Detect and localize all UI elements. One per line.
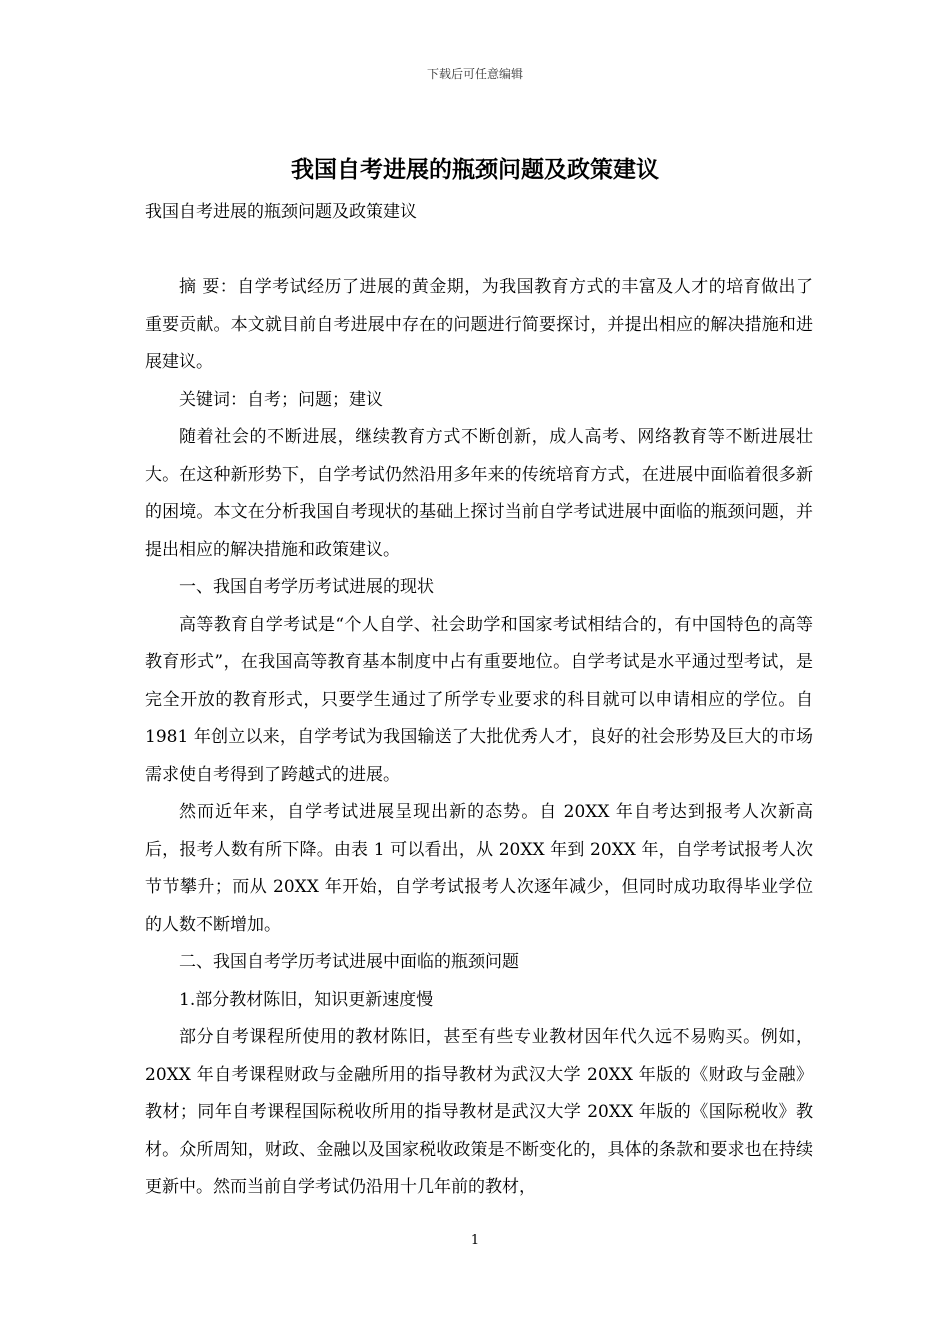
abstract-paragraph: 摘 要：自学考试经历了进展的黄金期，为我国教育方式的丰富及人才的培育做出了重要贡献。本文就目前自考进展中存在的问题进行简要探讨，并提出相应的解决措施和进展建议。 (145, 277, 813, 372)
document-title: 我国自考进展的瓶颈问题及政策建议 (291, 156, 659, 183)
intro-paragraph: 随着社会的不断进展，继续教育方式不断创新，成人高考、网络教育等不断进展壮大。在这种新形势下，自学考试仍然沿用多年来的传统培育方式，在进展中面临着很多新的困境。本文在分析我国自考现状的基础上探讨当前自学考试进展中面临的瓶颈问题，并提出相应的解决措施和政策建议。 (145, 427, 813, 560)
document-body (145, 194, 813, 1207)
body-paragraph: 然而近年来，自学考试进展呈现出新的态势。自 20XX 年自考达到报考人次新高后，报考人数有所下降。由表 1 可以看出，从 20XX 年到 20XX 年，自学考试报考人次节节攀升；而从 20XX 年开始，自学考试报考人次逐年减少，但同时成功取得毕业学位的人数不断增加。 (145, 802, 813, 935)
body-paragraph: 部分自考课程所使用的教材陈旧，甚至有些专业教材因年代久远不易购买。例如，20XX 年自考课程财政与金融所用的指导教材为武汉大学 20XX 年版的《财政与金融》教材；同年自考课程国际税收所用的指导教材是武汉大学 20XX 年版的《国际税收》教材。众所周知，财政、金融以及国家税收政策是不断变化的，具体的条款和要求也在持续更新中。然而当前自学考试仍沿用十几年前的教材， (145, 1027, 813, 1197)
document-subtitle: 我国自考进展的瓶颈问题及政策建议 (145, 202, 417, 222)
keywords-paragraph: 关键词：自考；问题；建议 (179, 389, 383, 410)
subsection-heading-1: 1.部分教材陈旧，知识更新速度慢 (179, 989, 434, 1010)
blank-line (145, 232, 813, 270)
page-number: 1 (470, 1233, 480, 1248)
section-heading-2: 二、我国自考学历考试进展中面临的瓶颈问题 (179, 952, 519, 972)
body-paragraph: 高等教育自学考试是“个人自学、社会助学和国家考试相结合的，有中国特色的高等教育形式”，在我国高等教育基本制度中占有重要地位。自学考试是水平通过型考试，是完全开放的教育形式，只要学生通过了所学专业要求的科目就可以申请相应的学位。自 1981 年创立以来，自学考试为我国输送了大批优秀人才，良好的社会形势及巨大的市场需求使自考得到了跨越式的进展。 (145, 614, 813, 785)
section-heading-1: 一、我国自考学历考试进展的现状 (179, 577, 434, 597)
page-header-note: 下载后可任意编辑 (426, 67, 523, 81)
